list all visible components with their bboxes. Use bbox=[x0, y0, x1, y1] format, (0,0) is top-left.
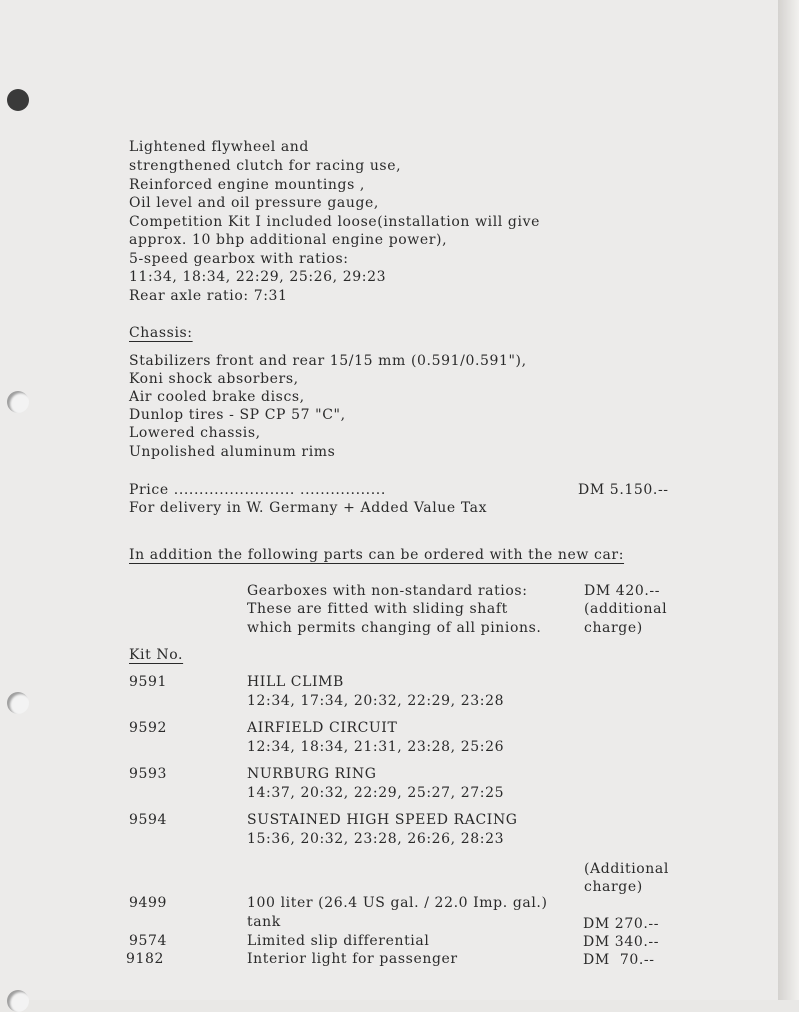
extra-number: 9182 bbox=[126, 951, 165, 967]
spec-line: approx. 10 bhp additional engine power), bbox=[129, 232, 448, 248]
kit-number: 9594 bbox=[129, 812, 168, 828]
extra-description: 100 liter (26.4 US gal. / 22.0 Imp. gal.) bbox=[247, 895, 548, 911]
chassis-line: Lowered chassis, bbox=[129, 425, 261, 441]
punch-hole bbox=[7, 692, 29, 714]
gearbox-price-note: charge) bbox=[584, 620, 643, 636]
gearbox-line: Gearboxes with non-standard ratios: bbox=[247, 583, 528, 599]
additional-charge-note: charge) bbox=[584, 879, 643, 895]
spec-line: Lightened flywheel and bbox=[129, 139, 309, 155]
punch-hole bbox=[7, 89, 29, 111]
punch-hole bbox=[7, 391, 29, 413]
kit-ratios: 15:36, 20:32, 23:28, 26:26, 28:23 bbox=[247, 831, 505, 847]
extra-number: 9574 bbox=[129, 933, 168, 949]
kit-number: 9592 bbox=[129, 720, 168, 736]
gearbox-price-note: (additional bbox=[584, 601, 668, 617]
chassis-line: Dunlop tires - SP CP 57 "C", bbox=[129, 407, 346, 423]
chassis-line: Air cooled brake discs, bbox=[129, 389, 305, 405]
spec-line: Competition Kit I included loose(installation will give bbox=[129, 214, 540, 230]
kit-name: SUSTAINED HIGH SPEED RACING bbox=[247, 812, 518, 828]
price-label: Price ........................ ................. bbox=[129, 482, 386, 498]
spec-line: 5-speed gearbox with ratios: bbox=[129, 251, 349, 267]
additions-heading: In addition the following parts can be ordered with the new car: bbox=[129, 547, 625, 563]
kit-ratios: 12:34, 17:34, 20:32, 22:29, 23:28 bbox=[247, 693, 505, 709]
extra-price: DM 270.-- bbox=[583, 916, 660, 932]
kit-name: AIRFIELD CIRCUIT bbox=[247, 720, 398, 736]
kit-name: NURBURG RING bbox=[247, 766, 377, 782]
extra-description: Interior light for passenger bbox=[247, 951, 458, 967]
extra-price: DM 70.-- bbox=[583, 952, 655, 968]
price-value: DM 5.150.-- bbox=[578, 482, 669, 498]
chassis-heading: Chassis: bbox=[129, 325, 193, 341]
gearbox-line: which permits changing of all pinions. bbox=[247, 620, 542, 636]
gearbox-price: DM 420.-- bbox=[584, 583, 661, 599]
kit-heading: Kit No. bbox=[129, 647, 184, 663]
additional-charge-note: (Additional bbox=[584, 861, 669, 877]
kit-ratios: 14:37, 20:32, 22:29, 25:27, 27:25 bbox=[247, 785, 505, 801]
spec-line: Oil level and oil pressure gauge, bbox=[129, 195, 379, 211]
spec-line: Reinforced engine mountings , bbox=[129, 177, 365, 193]
gearbox-line: These are fitted with sliding shaft bbox=[247, 601, 508, 617]
chassis-line: Unpolished aluminum rims bbox=[129, 444, 336, 460]
extra-price: DM 340.-- bbox=[583, 934, 660, 950]
extra-number: 9499 bbox=[129, 895, 168, 911]
spec-line: strengthened clutch for racing use, bbox=[129, 158, 402, 174]
kit-ratios: 12:34, 18:34, 21:31, 23:28, 25:26 bbox=[247, 739, 505, 755]
punch-hole bbox=[7, 990, 29, 1012]
kit-name: HILL CLIMB bbox=[247, 674, 344, 690]
kit-number: 9593 bbox=[129, 766, 168, 782]
price-note: For delivery in W. Germany + Added Value Tax bbox=[129, 500, 488, 516]
extra-description: tank bbox=[247, 914, 281, 930]
extra-description: Limited slip differential bbox=[247, 933, 430, 949]
chassis-line: Koni shock absorbers, bbox=[129, 371, 299, 387]
gear-ratios: 11:34, 18:34, 22:29, 25:26, 29:23 bbox=[129, 269, 387, 285]
kit-number: 9591 bbox=[129, 674, 168, 690]
page-edge bbox=[778, 0, 799, 1000]
chassis-line: Stabilizers front and rear 15/15 mm (0.591/0.591"), bbox=[129, 353, 527, 369]
axle-ratio: Rear axle ratio: 7:31 bbox=[129, 288, 288, 304]
